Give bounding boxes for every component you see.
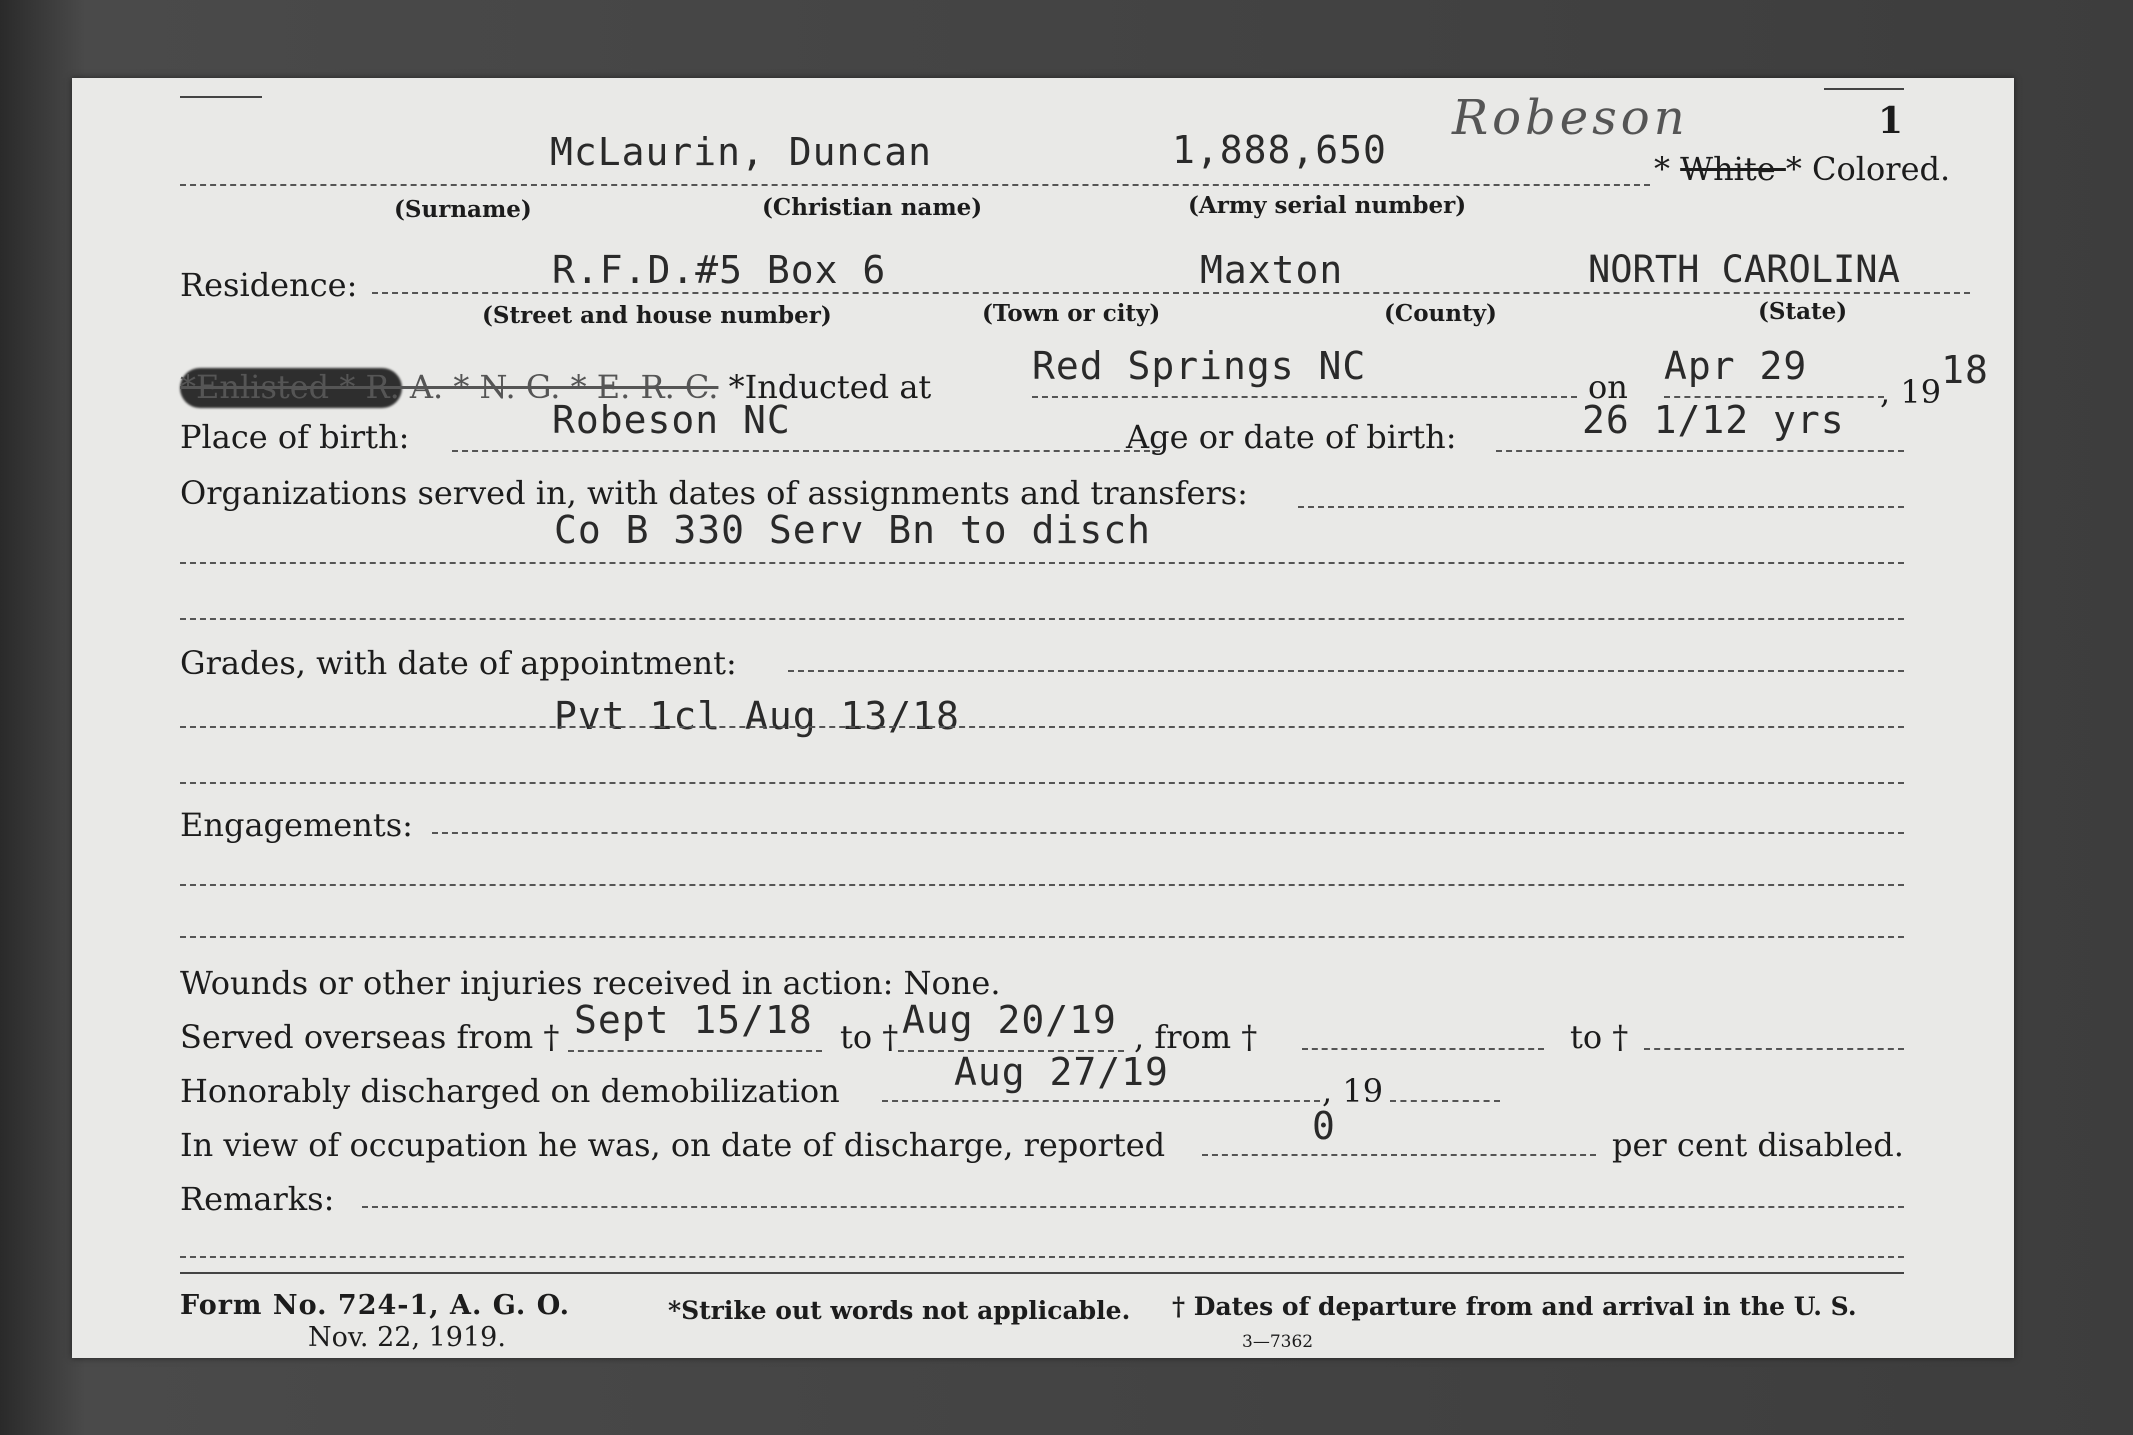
discharge-value: Aug 27/19	[954, 1050, 1169, 1094]
inducted-line	[1032, 396, 1577, 398]
engagements-label: Engagements:	[180, 806, 413, 844]
discharge-line	[882, 1100, 1320, 1102]
name-line	[180, 184, 1650, 186]
age-line	[1496, 450, 1904, 452]
overseas-to2-line	[1644, 1048, 1904, 1050]
town-value: Maxton	[1200, 248, 1344, 292]
age-value: 26 1/12 yrs	[1582, 398, 1845, 442]
remarks-line-1	[362, 1206, 1904, 1208]
top-rule-right	[1824, 88, 1904, 90]
residence-line	[372, 292, 1970, 294]
wounds-field: Wounds or other injuries received in action: None.	[180, 964, 1001, 1002]
town-caption: (Town or city)	[982, 300, 1161, 327]
service-record-card	[72, 78, 2014, 1358]
discharge-year-line	[1390, 1100, 1500, 1102]
overseas-to-label: to †	[840, 1018, 899, 1056]
birthplace-line	[452, 450, 1160, 452]
grades-line-1	[788, 670, 1904, 672]
birthplace-label: Place of birth:	[180, 418, 410, 456]
organizations-line-1	[1298, 506, 1904, 508]
discharge-label: Honorably discharged on demobilization	[180, 1072, 840, 1110]
form-number: Form No. 724-1, A. G. O.	[180, 1290, 571, 1321]
handwritten-county: Robeson	[1452, 90, 1689, 146]
street-value: R.F.D.#5 Box 6	[552, 248, 887, 292]
enlisted-field: *Enlisted * R. A. * N. G. * E. R. C. *Inducted at	[180, 368, 932, 406]
form-date: Nov. 22, 1919.	[308, 1322, 506, 1353]
age-label: Age or date of birth:	[1126, 418, 1457, 456]
on-label: on	[1588, 368, 1628, 406]
top-rule	[180, 96, 262, 98]
state-caption: (State)	[1758, 298, 1848, 325]
engagements-line-2	[180, 884, 1904, 886]
surname-caption: (Surname)	[394, 196, 532, 223]
card-number: 1	[1878, 100, 1904, 142]
grades-line-2	[180, 726, 1904, 728]
overseas-from-value: Sept 15/18	[574, 998, 813, 1042]
name-value: McLaurin, Duncan	[550, 130, 933, 174]
organizations-label: Organizations served in, with dates of assignments and transfers:	[180, 474, 1248, 512]
induction-date-value: Apr 29	[1664, 344, 1808, 388]
state-value: NORTH CAROLINA	[1588, 248, 1900, 291]
organizations-value: Co B 330 Serv Bn to disch	[554, 508, 1151, 552]
remarks-label: Remarks:	[180, 1180, 335, 1218]
footnote-dates: † Dates of departure from and arrival in the U. S.	[1172, 1292, 1857, 1321]
birthplace-value: Robeson NC	[552, 398, 791, 442]
grades-value: Pvt 1cl Aug 13/18	[554, 694, 960, 738]
inducted-place-value: Red Springs NC	[1032, 344, 1367, 388]
overseas-to-value: Aug 20/19	[902, 998, 1117, 1042]
disability-label: In view of occupation he was, on date of discharge, reported	[180, 1126, 1166, 1164]
christian-name-caption: (Christian name)	[762, 194, 983, 221]
organizations-line-2	[180, 562, 1904, 564]
discharge-year-label: , 19	[1322, 1072, 1384, 1110]
overseas-label: Served overseas from †	[180, 1018, 560, 1056]
organizations-line-3	[180, 618, 1904, 620]
disability-value: 0	[1312, 1104, 1336, 1148]
remarks-line-2	[180, 1256, 1904, 1258]
footnote-strike: *Strike out words not applicable.	[668, 1296, 1131, 1325]
year-prefix: , 1918	[1880, 348, 1989, 411]
footer-rule	[180, 1272, 1904, 1274]
serial-number-value: 1,888,650	[1172, 128, 1387, 172]
grades-label: Grades, with date of appointment:	[180, 644, 737, 682]
overseas-from2-line	[1302, 1048, 1544, 1050]
overseas-from2-label: , from †	[1134, 1018, 1258, 1056]
race-field: * White * Colored.	[1654, 150, 1951, 188]
disability-line	[1202, 1154, 1596, 1156]
street-caption: (Street and house number)	[482, 302, 832, 329]
grades-line-3	[180, 782, 1904, 784]
serial-caption: (Army serial number)	[1188, 192, 1467, 219]
percent-label: per cent disabled.	[1612, 1126, 1904, 1164]
residence-label: Residence:	[180, 266, 358, 304]
county-caption: (County)	[1384, 300, 1497, 327]
print-code: 3—7362	[1242, 1332, 1314, 1352]
overseas-from-line	[568, 1050, 822, 1052]
engagements-line-3	[180, 936, 1904, 938]
overseas-to2-label: to †	[1570, 1018, 1629, 1056]
engagements-line-1	[432, 832, 1904, 834]
